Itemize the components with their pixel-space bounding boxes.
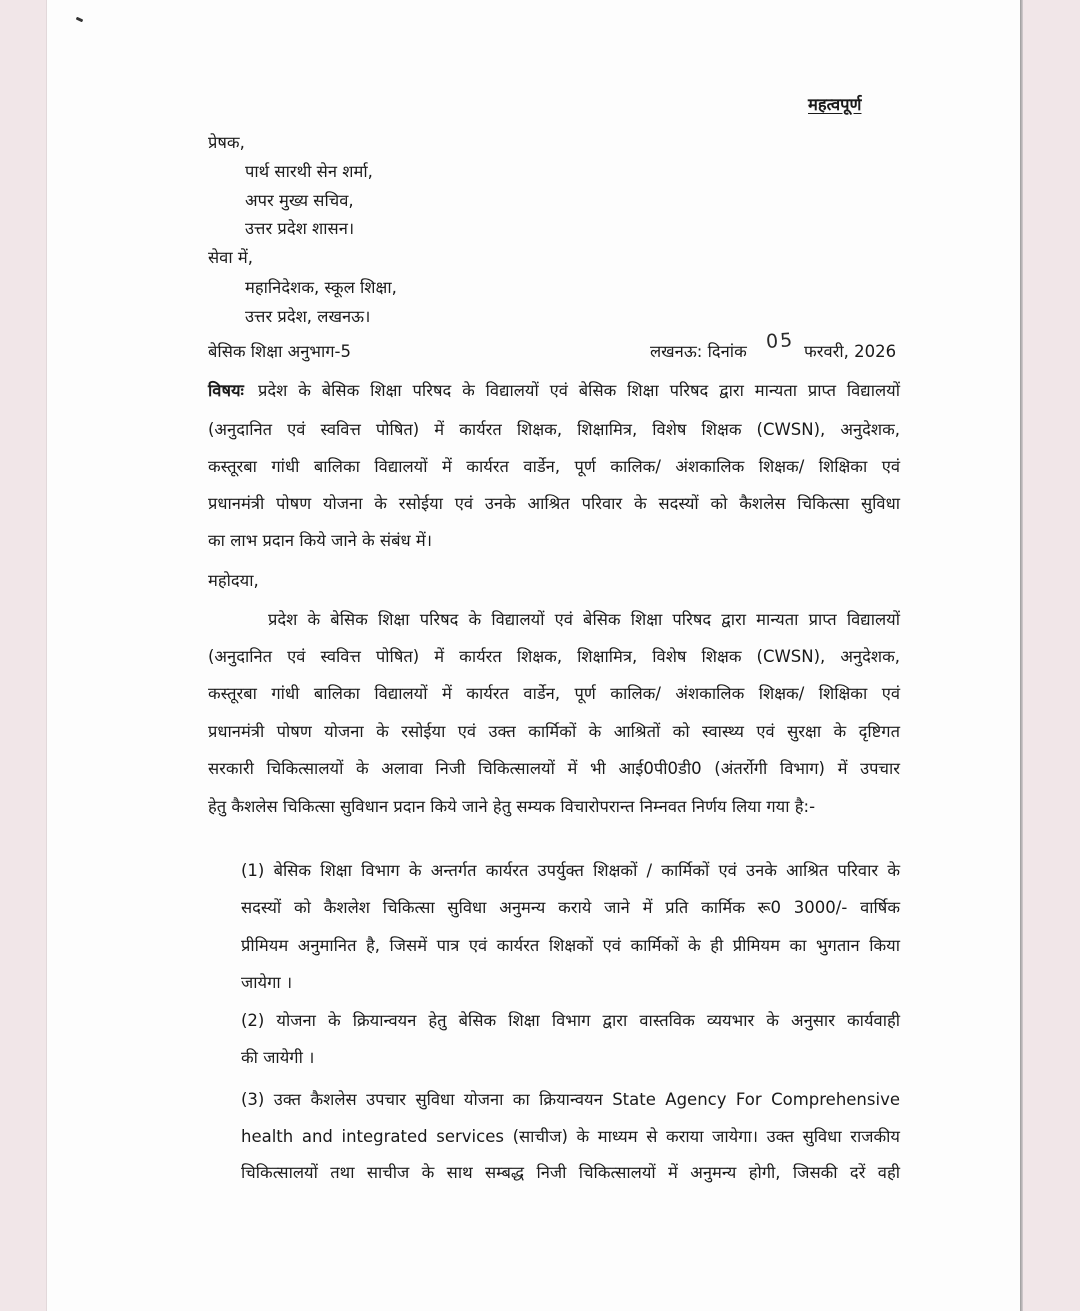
subject-line: का लाभ प्रदान किये जाने के संबंध में। xyxy=(208,531,433,550)
point-1-line: प्रीमियम अनुमानित है, जिसमें पात्र एवं कार्यरत शिक्षकों एवं कार्मिकों के ही प्रीमियम का भुगतान किया xyxy=(241,936,900,955)
sender-name: पार्थ सारथी सेन शर्मा, xyxy=(245,162,373,181)
point-1-line: (1) बेसिक शिक्षा विभाग के अन्तर्गत कार्यरत उपर्युक्त शिक्षकों / कार्मिकों एवं उनके आश्रित परिवार के xyxy=(241,861,900,880)
point-2-line: (2) योजना के क्रियान्वयन हेतु बेसिक शिक्षा विभाग द्वारा वास्तविक व्ययभार के अनुसार कार्यवाही xyxy=(241,1011,900,1030)
handwritten-day: 05 xyxy=(765,329,795,353)
point-3-line: health and integrated services (साचीज) के माध्यम से कराया जायेगा। उक्त सुविधा राजकीय xyxy=(241,1127,900,1146)
recipient-label: सेवा में, xyxy=(208,248,253,267)
sender-label: प्रेषक, xyxy=(208,133,245,152)
page-edge-shadow xyxy=(1020,0,1023,1311)
body-line: (अनुदानित एवं स्ववित्त पोषित) में कार्यरत शिक्षक, शिक्षामित्र, विशेष शिक्षक (CWSN), अनुदेशक, xyxy=(208,647,900,666)
importance-heading: महत्वपूर्ण xyxy=(808,95,862,114)
month-year: फरवरी, 2026 xyxy=(804,342,897,361)
body-line: हेतु कैशलेस चिकित्सा सुविधान प्रदान किये जाने हेतु सम्यक विचारोपरान्त निम्नवत निर्णय लिया गया है:- xyxy=(208,797,816,816)
point-1-line: जायेगा । xyxy=(241,973,293,992)
point-1-line: सदस्यों को कैशलेश चिकित्सा सुविधा अनुमन्य कराये जाने में प्रति कार्मिक रू0 3000/- वार्षिक xyxy=(241,898,900,917)
subject-line: प्रदेश के बेसिक शिक्षा परिषद के विद्यालयों एवं बेसिक शिक्षा परिषद द्वारा मान्यता प्राप्त विद्यालयों xyxy=(258,381,900,400)
body-line: कस्तूरबा गांधी बालिका विद्यालयों में कार्यरत वार्डेन, पूर्ण कालिक/ अंशकालिक शिक्षक/ शिक्षिका एवं xyxy=(208,684,900,703)
salutation: महोदया, xyxy=(208,571,259,590)
point-3-line: (3) उक्त कैशलेस उपचार सुविधा योजना का क्रियान्वयन State Agency For Comprehensive xyxy=(241,1090,900,1109)
sender-office: उत्तर प्रदेश शासन। xyxy=(245,219,355,238)
place-date-prefix: लखनऊ: दिनांक xyxy=(650,342,747,361)
recipient-office: उत्तर प्रदेश, लखनऊ। xyxy=(245,307,371,326)
subject-line: प्रधानमंत्री पोषण योजना के रसोईया एवं उनके आश्रित परिवार के सदस्यों को कैशलेस चिकित्सा सुविधा xyxy=(208,494,900,513)
recipient-designation: महानिदेशक, स्कूल शिक्षा, xyxy=(245,278,397,297)
point-3-line: चिकित्सालयों तथा साचीज के साथ सम्बद्ध निजी चिकित्सालयों में अनुमन्य होगी, जिसकी दरें वही xyxy=(241,1163,900,1182)
body-line: प्रधानमंत्री पोषण योजना के रसोईया एवं उक्त कार्मिकों के आश्रितों को स्वास्थ्य एवं सुरक्षा के दृष्टिगत xyxy=(208,722,900,741)
body-line: प्रदेश के बेसिक शिक्षा परिषद के विद्यालयों एवं बेसिक शिक्षा परिषद द्वारा मान्यता प्राप्त विद्यालयों xyxy=(268,610,900,629)
point-2-line: की जायेगी । xyxy=(241,1048,315,1067)
sender-designation: अपर मुख्य सचिव, xyxy=(245,191,354,210)
subject-line: (अनुदानित एवं स्ववित्त पोषित) में कार्यरत शिक्षक, शिक्षामित्र, विशेष शिक्षक (CWSN), अनुदेशक, xyxy=(208,420,900,439)
section-reference: बेसिक शिक्षा अनुभाग-5 xyxy=(208,342,351,361)
body-line: सरकारी चिकित्सालयों के अलावा निजी चिकित्सालयों में भी आई0पी0डी0 (अंतर्रोगी विभाग) में उपचार xyxy=(208,759,900,778)
subject-label: विषयः xyxy=(208,381,244,400)
subject-line: कस्तूरबा गांधी बालिका विद्यालयों में कार्यरत वार्डेन, पूर्ण कालिक/ अंशकालिक शिक्षक/ शिक्षिका एवं xyxy=(208,457,900,476)
